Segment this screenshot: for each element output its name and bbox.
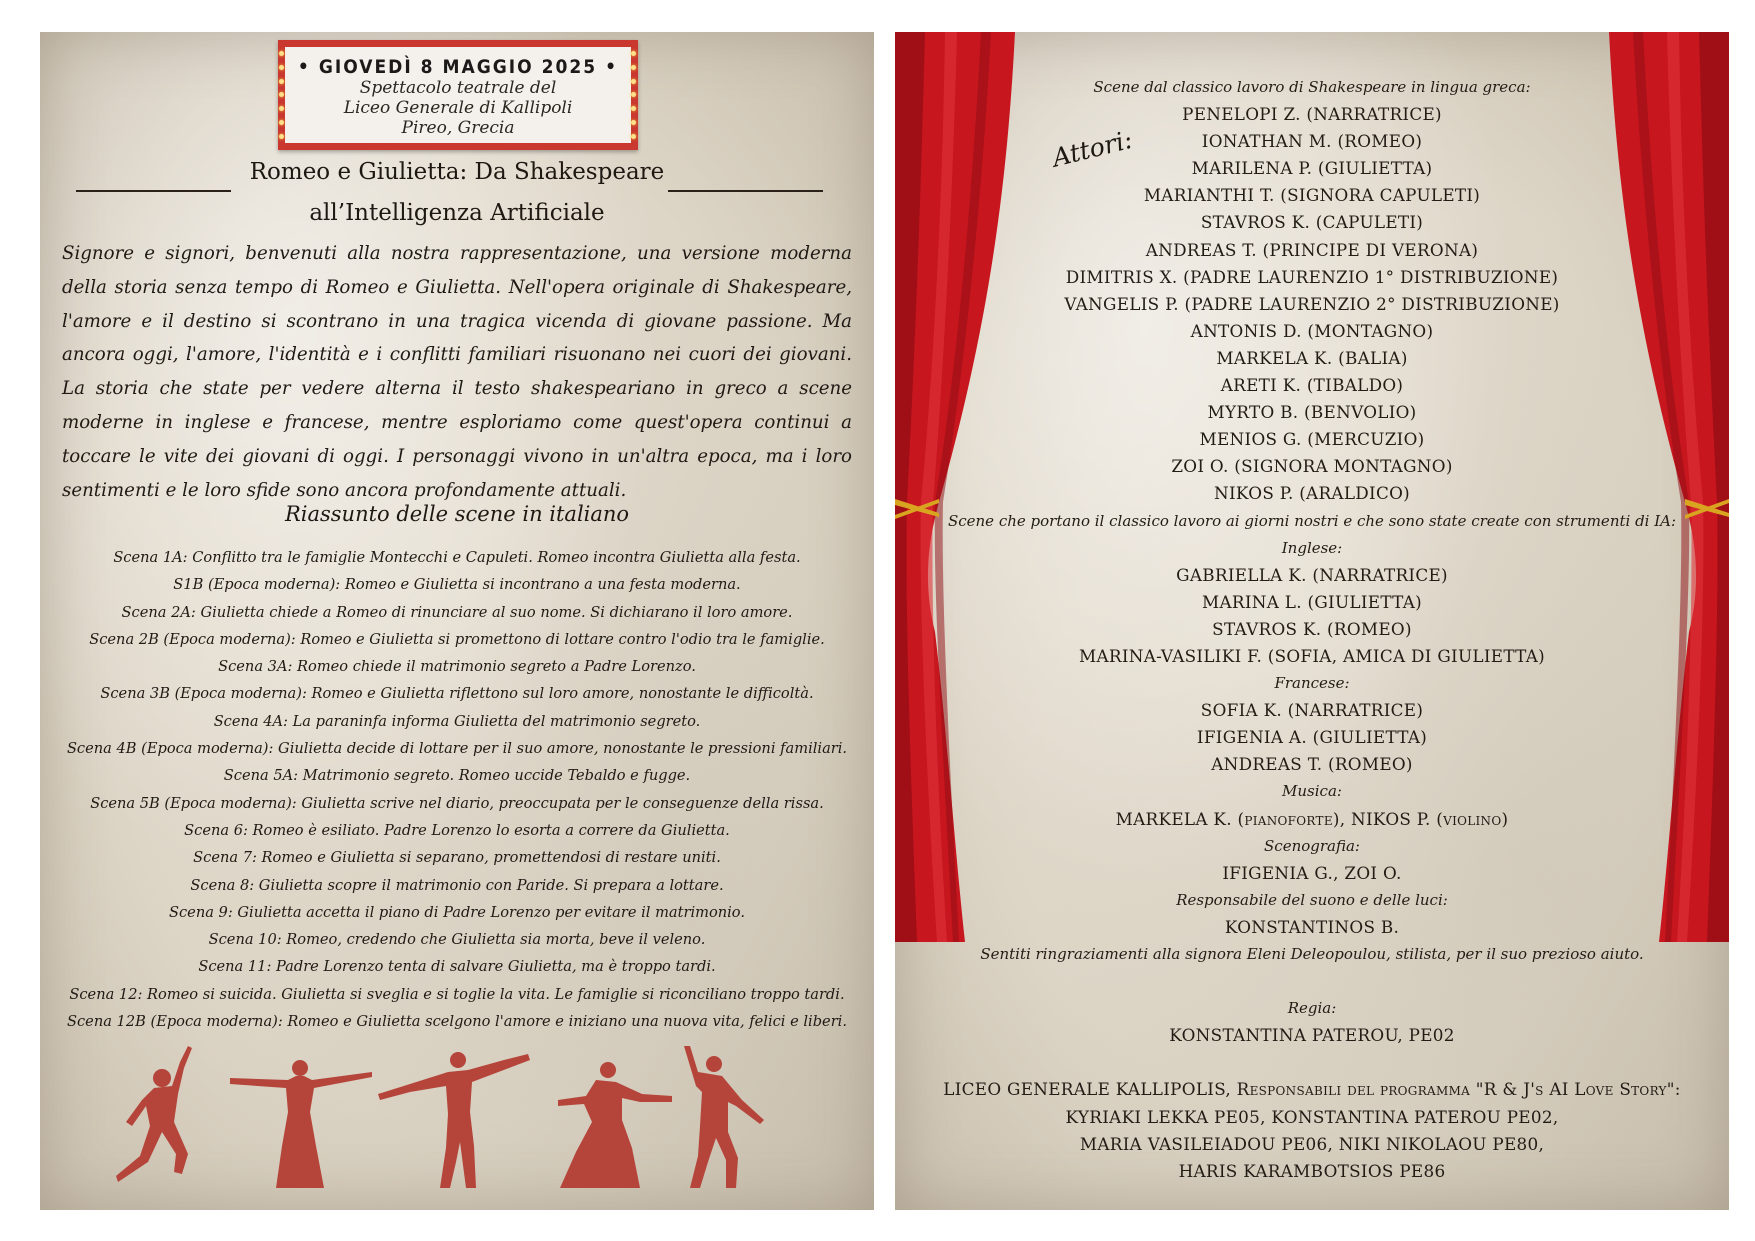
credit-line [895,1049,1729,1076]
scene-item: Scena 4B (Epoca moderna): Giulietta decide di lottare per il suo amore, nonostante le pressioni familiari. [66,740,848,758]
marquee-sign [278,40,638,150]
event-date: • GIOVEDÌ 8 MAGGIO 2025 • [297,56,619,78]
credit-line: HARIS KARAMBOTSIOS PE86 [1178,1160,1446,1181]
scene-item: Scena 10: Romeo, credendo che Giulietta sia morta, beve il veleno. [208,931,706,949]
credit-heading: Regia: [1287,999,1337,1018]
dancer-silhouettes [110,1042,830,1192]
credit-heading: Musica: [1282,782,1342,801]
credit-line: ANTONIS D. (MONTAGNO) [1190,320,1434,341]
credit-line: MARIA VASILEIADOU PE06, NIKI NIKOLAOU PE80, [1079,1133,1545,1154]
bullet-icon: • [597,56,619,78]
credit-line: MARINA L. (GIULIETTA) [1201,591,1422,612]
dancer-silhouette-2 [230,1060,372,1188]
marquee-bulbs-right [631,47,637,143]
dancer-silhouette-5 [684,1046,764,1188]
scene-item: Scena 4A: La paraninfa informa Giulietta del matrimonio segreto. [213,712,701,730]
credit-line: MARILENA P. (GIULIETTA) [1191,158,1433,179]
credit-line: STAVROS K. (ROMEO) [1212,618,1412,639]
bullet-icon: • [297,56,319,78]
credit-line: DIMITRIS X. (PADRE LAURENZIO 1° DISTRIBUZIONE) [1065,266,1559,287]
credit-line: MENIOS G. (MERCUZIO) [1199,429,1425,450]
right-page [895,32,1729,1210]
credit-heading: Inglese: [1281,538,1343,557]
credit-line: IFIGENIA G., ZOI O. [1222,862,1402,883]
intro-paragraph: Signore e signori, benvenuti alla nostra rappresentazione, una versione moderna della storia senza tempo di Romeo e Giulietta. Nell'opera originale di Shakespeare, l'amore e il destino si scontrano in una tragica vicenda di giovane passione. Ma ancora oggi, l'amore, l'identità e i conflitti familiari risuonano nei cuori dei giovani. La storia che state per vedere alterna il testo shakespeariano in greco a scene moderne in inglese e francese, mentre esploriamo come quest'opera continui a toccare le vite dei giovani di oggi. I personaggi vivono in un'altra epoca, ma i loro sentimenti e le loro sfide sono ancora profondamente attuali. [62,243,852,501]
credit-line: PENELOPI Z. (NARRATRICE) [1182,104,1442,125]
scene-item: S1B (Epoca moderna): Romeo e Giulietta si incontrano a una festa moderna. [173,576,741,594]
scene-item: Scena 6: Romeo è esiliato. Padre Lorenzo lo esorta a correre da Giulietta. [184,821,730,839]
credit-line: MARKELA K. (pianoforte), NIKOS P. (violino) [1115,808,1509,829]
scene-item: Scena 3A: Romeo chiede il matrimonio segreto a Padre Lorenzo. [218,658,696,676]
title-line-1: Romeo e Giulietta: Da Shakespeare [249,159,665,185]
scene-item: Scena 5B (Epoca moderna): Giulietta scrive nel diario, preoccupata per le conseguenze della rissa. [90,794,824,812]
credit-line: MARINA-VASILIKI F. (SOFIA, AMICA DI GIULIETTA) [1079,645,1545,666]
actors-heading: Attori: [1049,124,1136,173]
marquee-bulbs-left [279,47,285,143]
scene-item: Scena 12: Romeo si suicida. Giulietta si sveglia e si toglie la vita. Le famiglie si riconciliano troppo tardi. [69,985,845,1003]
credit-line: ANDREAS T. (PRINCIPE DI VERONA) [1145,239,1479,260]
dancer-silhouette-4 [558,1062,672,1188]
scene-item: Scena 1A: Conflitto tra le famiglie Montecchi e Capuleti. Romeo incontra Giulietta alla festa. [113,549,801,566]
scene-item: Scena 3B (Epoca moderna): Romeo e Giulietta riflettono sul loro amore, nonostante le difficoltà. [100,685,814,703]
scene-item: Scena 2B (Epoca moderna): Romeo e Giulietta si promettono di lottare contro l'odio tra le famiglie. [89,630,825,648]
dancer-silhouette-1 [116,1046,192,1182]
credit-line: STAVROS K. (CAPULETI) [1200,212,1424,233]
credit-line: ARETI K. (TIBALDO) [1220,375,1404,396]
marquee-line-1: Spettacolo teatrale del [359,78,557,98]
left-page [40,32,874,1210]
summary-heading: Riassunto delle scene in italiano [284,502,630,526]
credit-line: IFIGENIA A. (GIULIETTA) [1196,727,1428,748]
credit-line: MARIANTHI T. (SIGNORA CAPULETI) [1143,185,1481,206]
credit-line: IONATHAN M. (ROMEO) [1201,131,1423,152]
credit-line: ANDREAS T. (ROMEO) [1211,754,1413,775]
scene-item: Scena 8: Giulietta scopre il matrimonio con Paride. Si prepara a lottare. [190,876,724,894]
credit-line [895,968,1729,995]
credit-line: LICEO GENERALE KALLIPOLIS, Responsabili del programma "R & J's AI Love Story": [943,1079,1681,1100]
credit-heading: Scene che portano il classico lavoro ai giorni nostri e che sono state create con strumenti di IA: [947,511,1677,530]
scene-list [40,544,874,1035]
credit-heading: Scenografia: [1264,836,1360,855]
credit-heading: Sentiti ringraziamenti alla signora Eleni Deleopoulou, stilista, per il suo prezioso aiuto. [980,945,1644,963]
credit-line: GABRIELLA K. (NARRATRICE) [1176,564,1448,585]
page-title [40,152,874,234]
scene-item: Scena 12B (Epoca moderna): Romeo e Giulietta scelgono l'amore e iniziano una nuova vita, felici e liberi. [67,1013,847,1031]
credit-line: MYRTO B. (BENVOLIO) [1207,402,1417,423]
scene-item: Scena 2A: Giulietta chiede a Romeo di rinunciare al suo nome. Si dichiarano il loro amore. [121,603,793,621]
credit-line: NIKOS P. (ARALDICO) [1213,483,1411,504]
cast-list [895,74,1729,1185]
title-line-2: all’Intelligenza Artificiale [309,200,605,226]
credit-line: ZOI O. (SIGNORA MONTAGNO) [1171,456,1453,477]
scene-item: Scena 9: Giulietta accetta il piano di Padre Lorenzo per evitare il matrimonio. [169,903,745,921]
dancer-silhouette-3 [378,1052,530,1188]
scene-item: Scena 11: Padre Lorenzo tenta di salvare Giulietta, ma è troppo tardi. [198,958,716,976]
credit-line: KONSTANTINOS B. [1224,916,1400,937]
credit-heading: Francese: [1274,674,1350,693]
credit-line: SOFIA K. (NARRATRICE) [1200,700,1424,721]
credit-line: KONSTANTINA PATEROU, PE02 [1169,1025,1455,1046]
credit-heading: Scene dal classico lavoro di Shakespeare in lingua greca: [1093,78,1531,96]
marquee-line-3: Pireo, Grecia [401,118,515,138]
credit-heading: Responsabile del suono e delle luci: [1176,890,1448,909]
credit-line: VANGELIS P. (PADRE LAURENZIO 2° DISTRIBUZIONE) [1064,293,1560,314]
credit-line: KYRIAKI LEKKA PE05, KONSTANTINA PATEROU PE02, [1065,1106,1559,1127]
scene-item: Scena 5A: Matrimonio segreto. Romeo uccide Tebaldo e fugge. [223,767,691,785]
credit-line: MARKELA K. (BALIA) [1216,347,1408,368]
marquee-line-2: Liceo Generale di Kallipoli [343,98,573,118]
scene-item: Scena 7: Romeo e Giulietta si separano, promettendosi di restare uniti. [193,849,721,867]
